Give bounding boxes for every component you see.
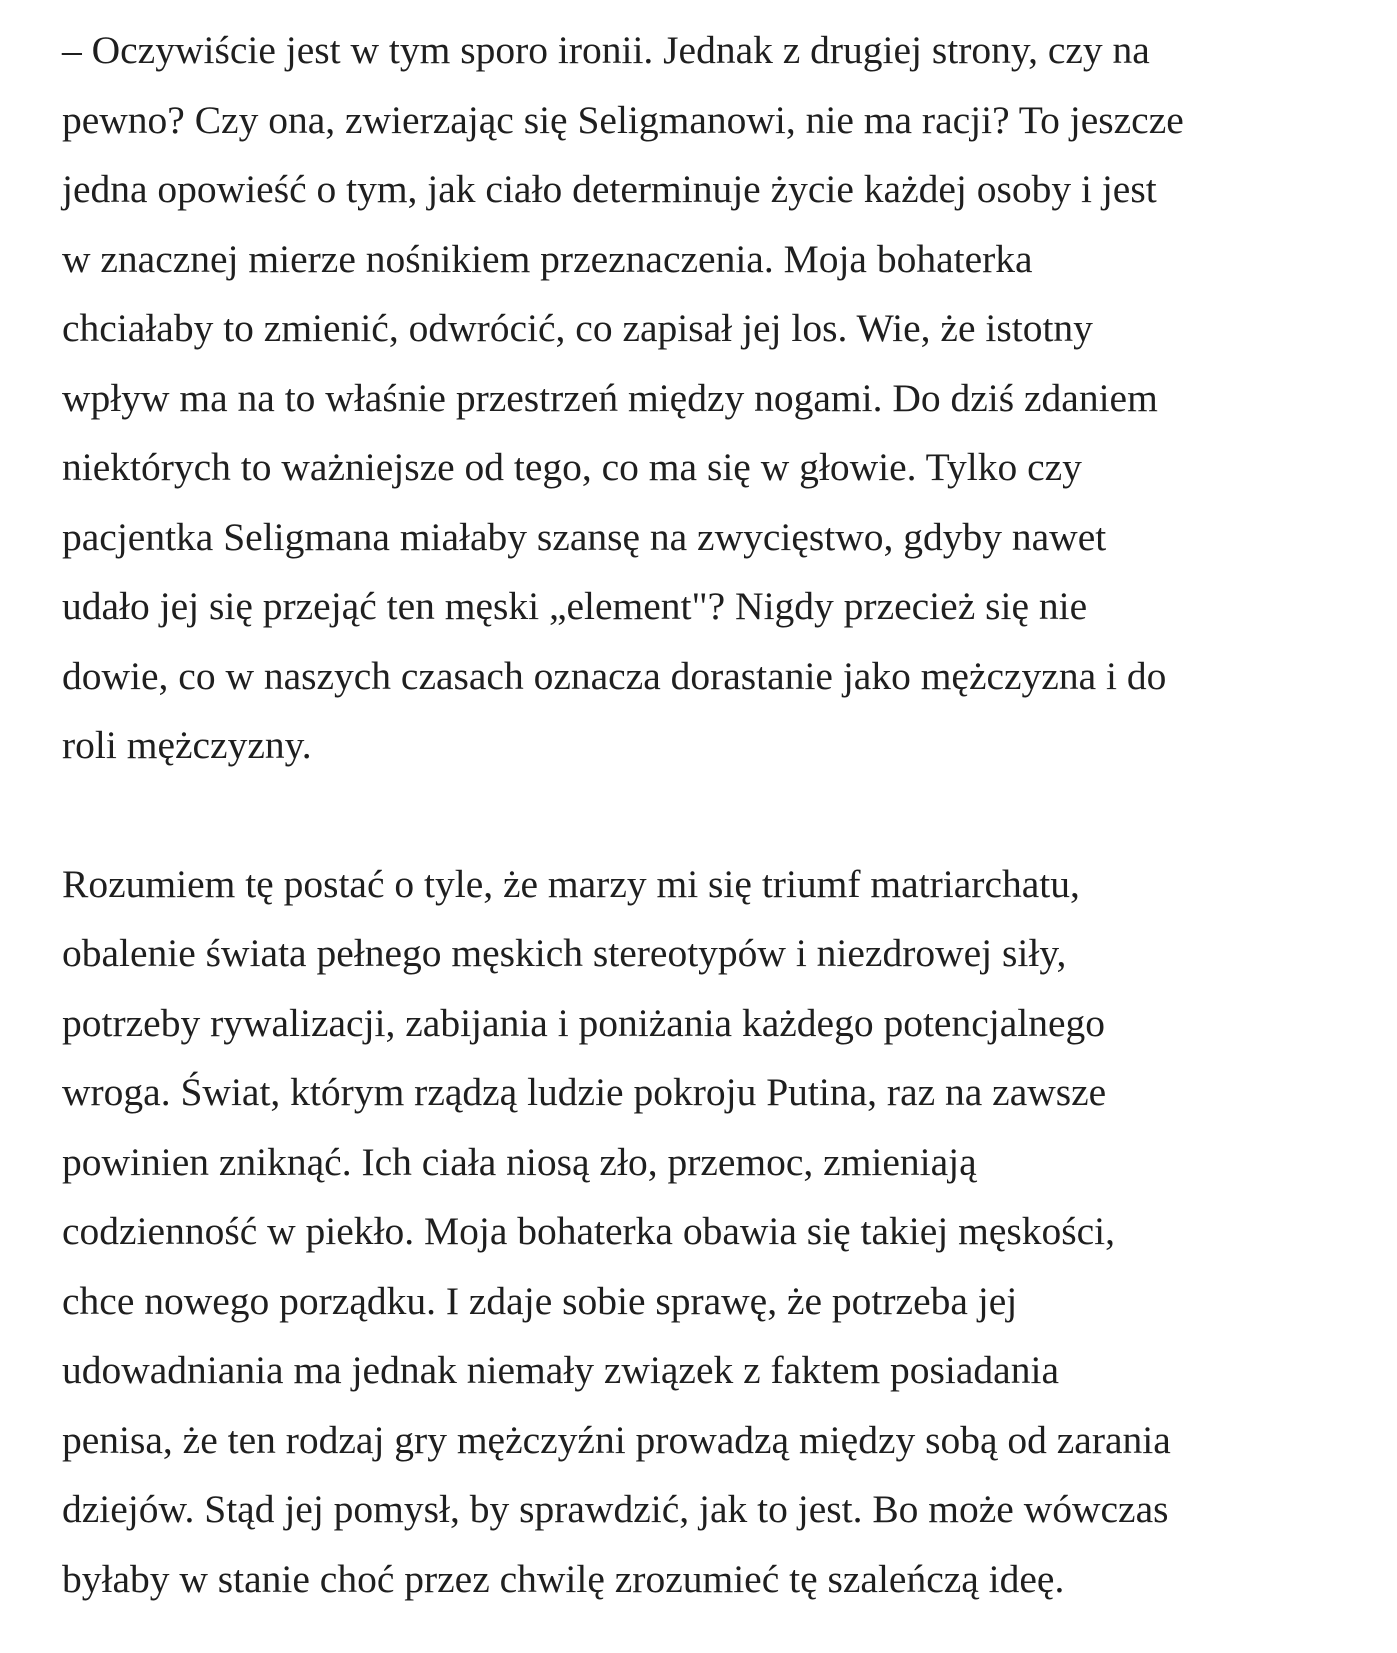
text-line: – Oczywiście jest w tym sporo ironii. Jednak z drugiej strony, czy na — [62, 28, 1150, 72]
text-line: codzienność w piekło. Moja bohaterka obawia się takiej męskości, — [62, 1209, 1116, 1253]
text-line: udowadniania ma jednak niemały związek z faktem posiadania — [62, 1348, 1059, 1392]
text-line: dowie, co w naszych czasach oznacza dorastanie jako mężczyzna i do — [62, 653, 1167, 698]
text-line: pacjentka Seligmana miałaby szansę na zwycięstwo, gdyby nawet — [62, 514, 1107, 559]
text-line: jedna opowieść o tym, jak ciało determinuje życie każdej osoby i jest — [62, 167, 1157, 211]
text-line: penisa, że ten rodzaj gry mężczyźni prowadzą między sobą od zarania — [62, 1417, 1171, 1462]
paragraph-2 — [62, 850, 1362, 1615]
text-line: wroga. Świat, którym rządzą ludzie pokroju Putina, raz na zawsze — [62, 1070, 1107, 1114]
text-line: wpływ ma na to właśnie przestrzeń między nogami. Do dziś zdaniem — [62, 375, 1158, 420]
article-body — [62, 16, 1362, 1614]
text-line: niektórych to ważniejsze od tego, co ma się w głowie. Tylko czy — [62, 445, 1082, 489]
text-line: chce nowego porządku. I zdaje sobie sprawę, że potrzeba jej — [62, 1278, 1018, 1323]
text-line: byłaby w stanie choć przez chwilę zrozumieć tę szaleńczą ideę. — [62, 1556, 1065, 1601]
text-line: obalenie świata pełnego męskich stereotypów i niezdrowej siły, — [62, 931, 1067, 975]
text-line: Rozumiem tę postać o tyle, że marzy mi się triumf matriarchatu, — [62, 861, 1080, 906]
paragraph-1 — [62, 16, 1362, 781]
text-line: pewno? Czy ona, zwierzając się Seligmanowi, nie ma racji? To jeszcze — [62, 97, 1184, 142]
text-line: w znacznej mierze nośnikiem przeznaczenia. Moja bohaterka — [62, 236, 1033, 281]
text-line: udało jej się przejąć ten męski „element"? Nigdy przecież się nie — [62, 584, 1088, 628]
text-line: potrzeby rywalizacji, zabijania i poniżania każdego potencjalnego — [62, 1000, 1105, 1045]
text-line: dziejów. Stąd jej pomysł, by sprawdzić, jak to jest. Bo może wówczas — [62, 1487, 1169, 1531]
text-line: powinien zniknąć. Ich ciała niosą zło, przemoc, zmieniają — [62, 1139, 977, 1184]
text-line: roli mężczyzny. — [62, 723, 312, 767]
text-line: chciałaby to zmienić, odwrócić, co zapisał jej los. Wie, że istotny — [62, 306, 1093, 350]
